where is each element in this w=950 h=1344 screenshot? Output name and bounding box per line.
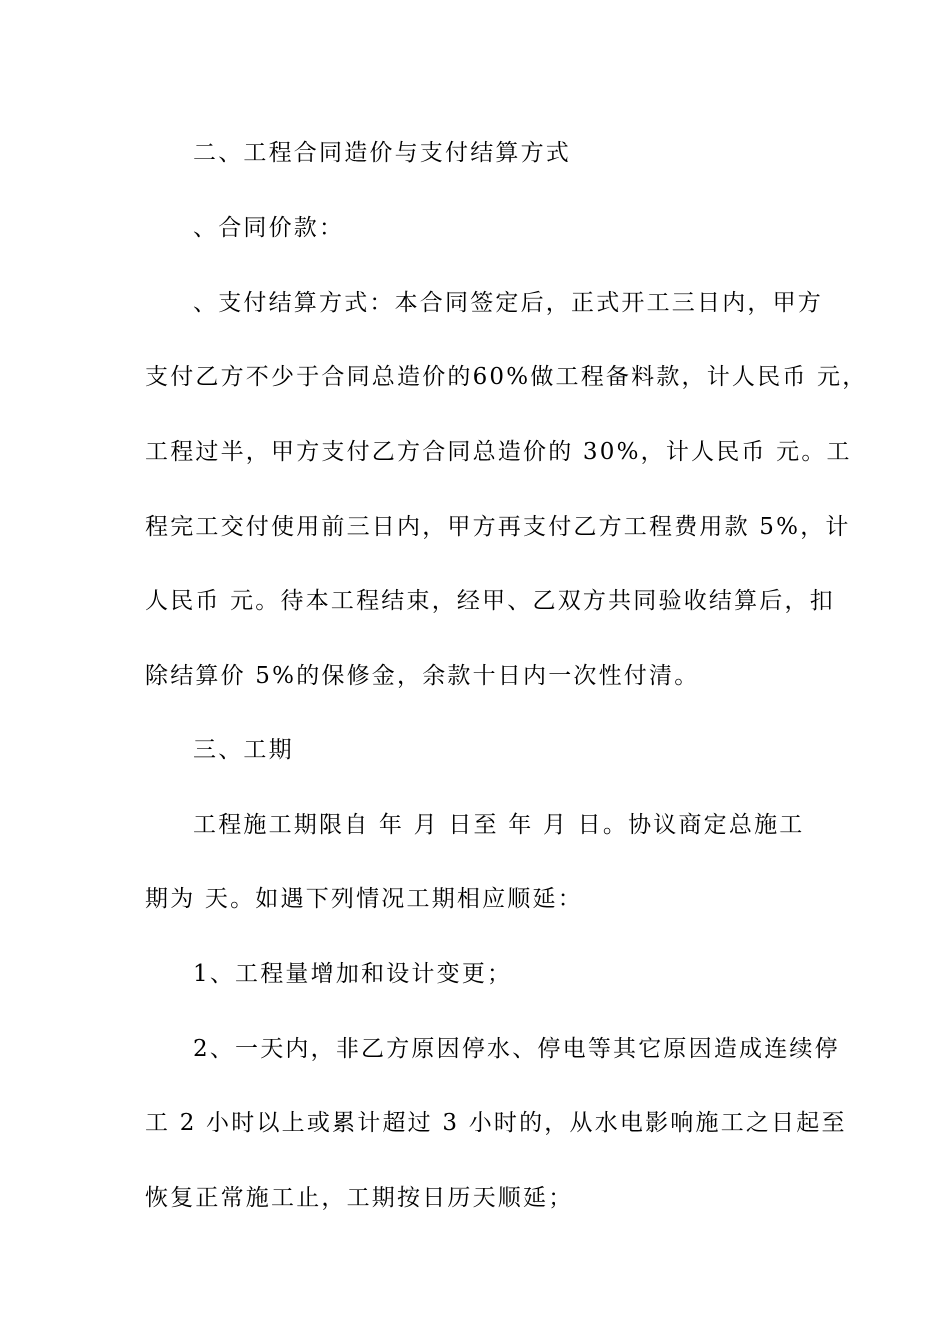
- clause-contract-price: 、合同价款：: [193, 215, 345, 241]
- clause-payment-method-line-6: 除结算价 5%的保修金，余款十日内一次性付清。: [145, 663, 700, 689]
- schedule-item-1: 1、工程量增加和设计变更；: [193, 961, 513, 987]
- schedule-item-2-line-3: 恢复正常施工止，工期按日历天顺延；: [145, 1185, 574, 1211]
- clause-payment-method-line-4: 程完工交付使用前三日内，甲方再支付乙方工程费用款 5%，计: [145, 514, 851, 540]
- clause-payment-method-line-2: 支付乙方不少于合同总造价的60%做工程备料款，计人民币 元，: [145, 364, 868, 390]
- clause-payment-method-line-5: 人民币 元。待本工程结束，经甲、乙双方共同验收结算后，扣: [145, 588, 835, 614]
- schedule-item-2-line-2: 工 2 小时以上或累计超过 3 小时的，从水电影响施工之日起至: [145, 1110, 847, 1136]
- clause-schedule-line-1: 工程施工期限自 年 月 日至 年 月 日。协议商定总施工: [193, 812, 805, 838]
- clause-payment-method-line-1: 、支付结算方式：本合同签定后，正式开工三日内，甲方: [193, 290, 823, 316]
- section-heading-schedule: 三、工期: [193, 737, 294, 763]
- section-heading-contract-price: 二、工程合同造价与支付结算方式: [193, 140, 571, 166]
- schedule-item-2-line-1: 2、一天内，非乙方原因停水、停电等其它原因造成连续停: [193, 1036, 840, 1062]
- clause-payment-method-line-3: 工程过半，甲方支付乙方合同总造价的 30%，计人民币 元。工: [145, 439, 852, 465]
- clause-schedule-line-2: 期为 天。如遇下列情况工期相应顺延：: [145, 886, 583, 912]
